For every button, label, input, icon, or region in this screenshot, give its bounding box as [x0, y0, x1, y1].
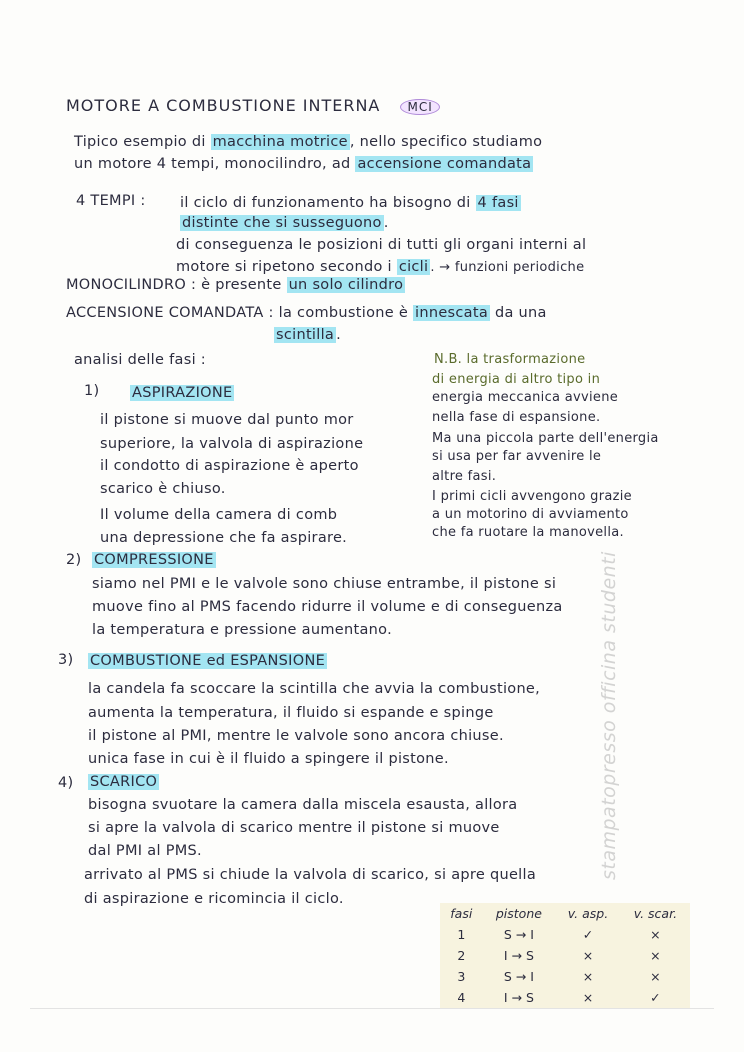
table-cell: 2 — [457, 948, 466, 963]
analisi-heading: analisi delle fasi : — [74, 352, 206, 368]
fase-1-title — [130, 385, 234, 401]
fase-4-line: di aspirazione e ricomincia il ciclo. — [84, 891, 344, 907]
table-cell: 1 — [457, 927, 466, 942]
intro-line-1 — [74, 134, 542, 150]
fase-4-number: 4) — [58, 775, 74, 791]
table-cell: 3 — [457, 969, 466, 984]
def-label: ACCENSIONE COMANDATA : — [66, 305, 274, 321]
table-header-cell: fasi — [450, 906, 473, 921]
fase-3-line: unica fase in cui è il fluido a spingere il pistone. — [88, 751, 449, 767]
intro-text: Tipico esempio di — [74, 134, 206, 150]
fase-1-line: il pistone si muove dal punto mor — [100, 412, 354, 428]
table-header-row — [440, 903, 690, 924]
fase-1-line: superiore, la valvola di aspirazione — [100, 436, 364, 452]
table-row — [440, 924, 690, 945]
title-tag: MCI — [400, 99, 439, 115]
note-line: N.B. la trasformazione — [434, 352, 586, 367]
def-text: è presente — [201, 277, 282, 293]
note-line: Ma una piccola parte dell'energia — [432, 431, 659, 446]
fase-3-number: 3) — [58, 652, 74, 668]
intro-highlight: accensione comandata — [357, 156, 532, 172]
note-line: si usa per far avvenire le — [432, 449, 602, 464]
page-bottom-divider — [30, 1008, 714, 1009]
fase-4-line: dal PMI al PMS. — [88, 843, 202, 859]
quattro-tempi-line-2 — [180, 215, 389, 231]
note-line: altre fasi. — [432, 469, 497, 484]
fase-title-text: COMPRESSIONE — [94, 552, 214, 568]
table-header-cell: v. asp. — [567, 906, 609, 921]
quattro-tempi-line-1 — [180, 195, 521, 211]
def-text: . — [336, 327, 342, 343]
fase-2-title — [92, 552, 216, 568]
fase-title-text: SCARICO — [90, 774, 158, 790]
fase-title-text: ASPIRAZIONE — [132, 385, 233, 401]
table-cell: × — [582, 990, 594, 1005]
def-text: la combustione è — [278, 305, 409, 321]
table-cell: ✓ — [582, 927, 594, 942]
note-line: a un motorino di avviamento — [432, 507, 629, 522]
def-text: il ciclo di funzionamento ha bisogno di — [180, 195, 471, 211]
def-label: MONOCILINDRO : — [66, 277, 197, 293]
intro-text: , nello specifico studiamo — [349, 134, 543, 150]
fase-1-line: il condotto di aspirazione è aperto — [100, 458, 359, 474]
def-highlight: un solo cilindro — [288, 277, 404, 293]
def-highlight: 4 fasi — [477, 195, 519, 211]
def-highlight: scintilla — [276, 327, 335, 343]
fase-3-line: il pistone al PMI, mentre le valvole sono ancora chiuse. — [88, 728, 504, 744]
table-header-cell: pistone — [495, 906, 542, 921]
monocilindro-line — [66, 277, 405, 293]
fase-2-number: 2) — [66, 552, 82, 568]
note-line: energia meccanica avviene — [432, 390, 619, 405]
table-cell: × — [582, 969, 594, 984]
note-line: I primi cicli avvengono grazie — [432, 489, 632, 504]
table-cell: S → I — [503, 927, 534, 942]
def-highlight: innescata — [415, 305, 489, 321]
fase-4-title — [88, 774, 159, 790]
table-cell: × — [650, 969, 661, 984]
page-title — [66, 96, 440, 115]
fase-2-line: la temperatura e pressione aumentano. — [92, 622, 392, 638]
table-cell: S → I — [503, 969, 534, 984]
fase-3-line: la candela fa scoccare la scintilla che avvia la combustione, — [88, 681, 541, 697]
table-cell: I → S — [503, 990, 534, 1005]
quattro-tempi-line-4 — [176, 259, 584, 275]
fase-2-line: siamo nel PMI e le valvole sono chiuse entrambe, il pistone si — [92, 576, 557, 592]
def-highlight: cicli — [398, 259, 429, 275]
fase-1-number: 1) — [84, 383, 100, 399]
table-cell: ✓ — [650, 990, 661, 1005]
fasi-summary-table — [440, 903, 690, 1008]
note-line: di energia di altro tipo in — [432, 372, 601, 387]
table-cell: × — [582, 948, 594, 963]
intro-line-2 — [74, 156, 533, 172]
quattro-tempi-label: 4 TEMPI : — [76, 193, 146, 209]
fase-1-line: Il volume della camera di comb — [100, 507, 338, 523]
def-highlight: distinte che si susseguono — [182, 215, 382, 231]
quattro-tempi-line-3: di conseguenza le posizioni di tutti gli organi interni al — [176, 237, 587, 253]
fase-3-title — [88, 653, 327, 669]
table-cell: 4 — [457, 990, 466, 1005]
intro-highlight: macchina motrice — [212, 134, 348, 150]
title-text: MOTORE A COMBUSTIONE INTERNA — [66, 96, 381, 115]
note-line: nella fase di espansione. — [432, 410, 601, 425]
table-cell: × — [650, 927, 661, 942]
fase-3-line: aumenta la temperatura, il fluido si espande e spinge — [88, 705, 494, 721]
table-cell: I → S — [503, 948, 534, 963]
fase-4-line: si apre la valvola di scarico mentre il pistone si muove — [88, 820, 500, 836]
table-row — [440, 966, 690, 987]
fase-4-line: bisogna svuotare la camera dalla miscela esausta, allora — [88, 797, 518, 813]
fase-2-line: muove fino al PMS facendo ridurre il volume e di conseguenza — [92, 599, 563, 615]
table-row — [440, 945, 690, 966]
def-text: motore si ripetono secondo i — [176, 259, 392, 275]
note-line: che fa ruotare la manovella. — [432, 525, 624, 540]
table-row — [440, 987, 690, 1008]
fase-1-line: scarico è chiuso. — [100, 481, 226, 497]
def-text: . → funzioni periodiche — [430, 260, 585, 275]
accensione-line-1 — [66, 305, 547, 321]
table-header-cell: v. scar. — [633, 906, 678, 921]
fase-title-text: COMBUSTIONE ed ESPANSIONE — [90, 653, 326, 669]
intro-text: un motore 4 tempi, monocilindro, ad — [74, 156, 351, 172]
table-cell: × — [650, 948, 661, 963]
fase-4-line: arrivato al PMS si chiude la valvola di scarico, si apre quella — [84, 867, 537, 883]
fase-1-line: una depressione che fa aspirare. — [100, 530, 348, 546]
accensione-line-2 — [274, 327, 341, 343]
def-text: . — [383, 215, 389, 231]
watermark-text: stampatopresso officina studenti — [598, 551, 620, 880]
def-text: da una — [494, 305, 547, 321]
